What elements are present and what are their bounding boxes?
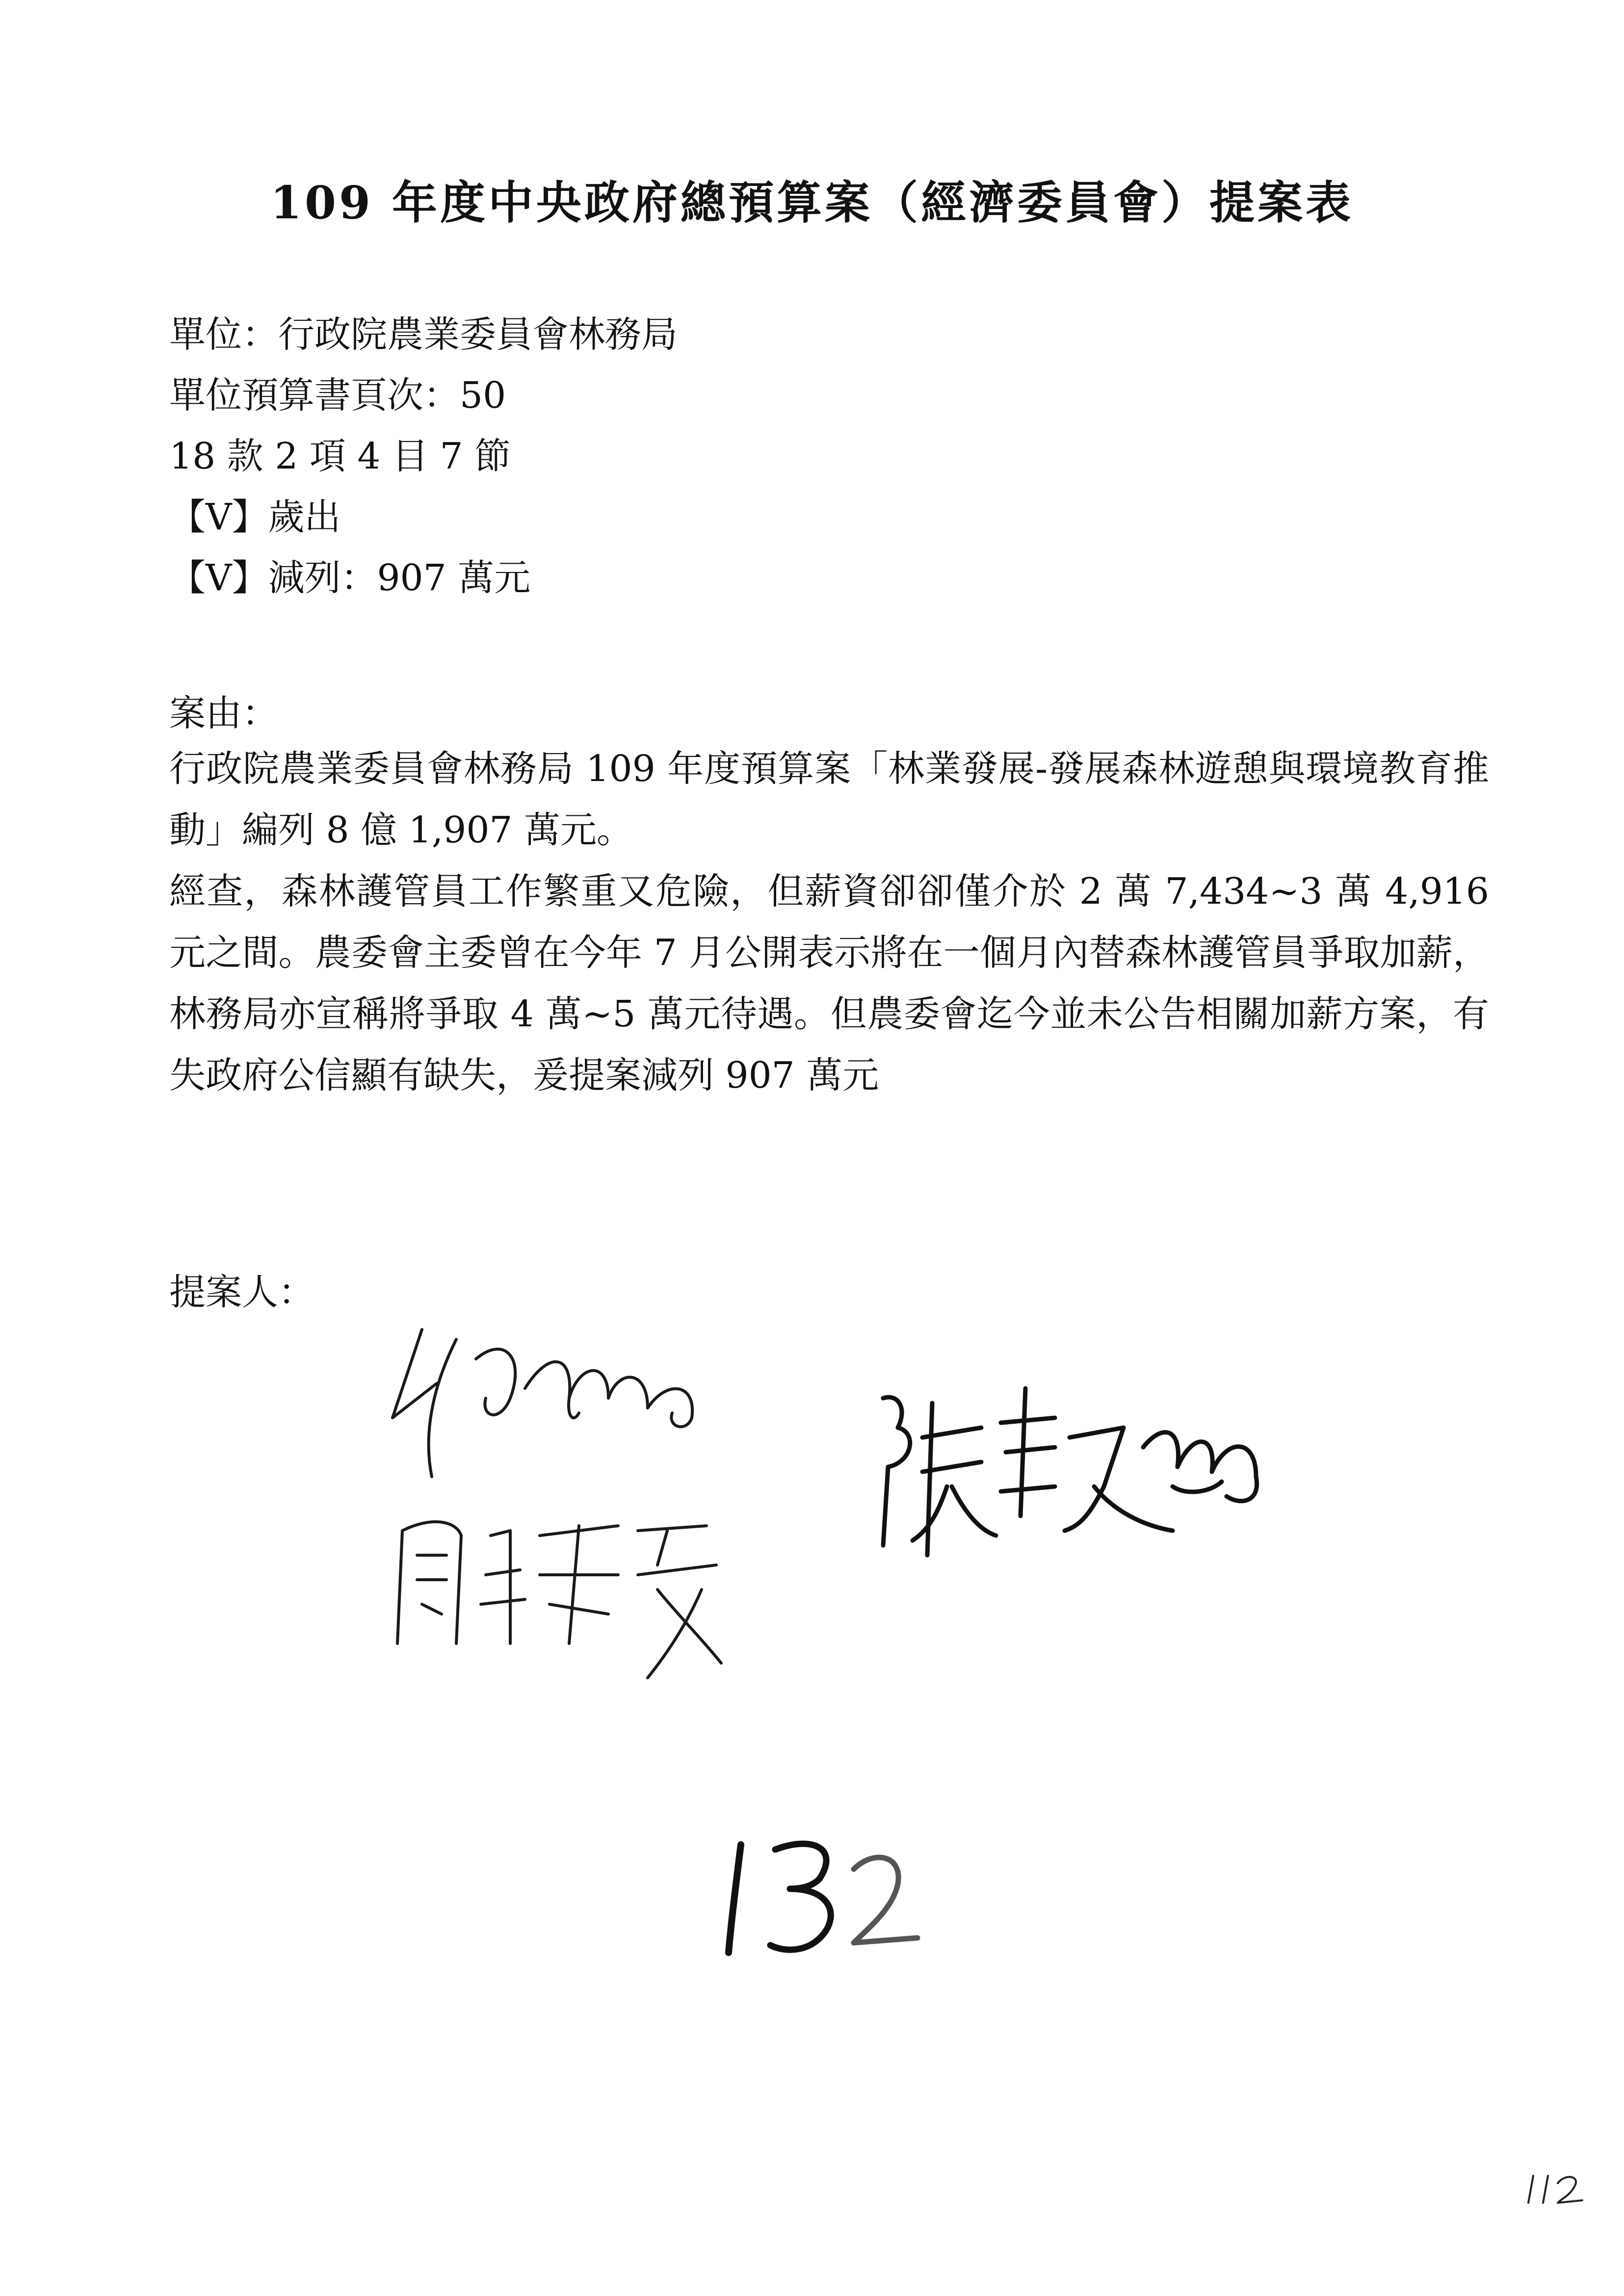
item-line: 18 款 2 項 4 目 7 節 (169, 435, 511, 477)
budget-page-line: 單位預算書頁次：50 (169, 374, 506, 417)
signature-2 (868, 1369, 1310, 1575)
handwritten-number (707, 1815, 962, 1962)
reason-paragraph-2: 經查，森林護管員工作繁重又危險，但薪資卻卻僅介於 2 萬 7,434~3 萬 4,916 元之間。農委會主委曾在今年 7 月公開表示將在一個月內替森林護管員爭取加薪，林務局亦宣稱將爭取 4 萬~5 萬元待遇。但農委會迄今並未公告相關加薪方案，有失政府公信顯有缺失，爰提案減列 907 萬元 (169, 870, 1489, 1096)
reason-label: 案由： (169, 692, 278, 734)
unit-line: 單位：行政院農業委員會林務局 (169, 313, 678, 356)
reason-paragraph-1: 行政院農業委員會林務局 109 年度預算案「林業發展-發展森林遊憩與環境教育推動」編列 8 億 1,907 萬元。 (169, 748, 1489, 851)
document-title: 109 年度中央政府總預算案（經濟委員會）提案表 (270, 176, 1354, 229)
reduction-line: 【V】減列：907 萬元 (169, 557, 531, 599)
expenditure-line: 【V】歲出 (169, 496, 341, 538)
proposer-label: 提案人： (169, 1271, 314, 1313)
page-number (1521, 2168, 1590, 2208)
signature-1 (363, 1300, 736, 1702)
meta-block (169, 304, 678, 608)
